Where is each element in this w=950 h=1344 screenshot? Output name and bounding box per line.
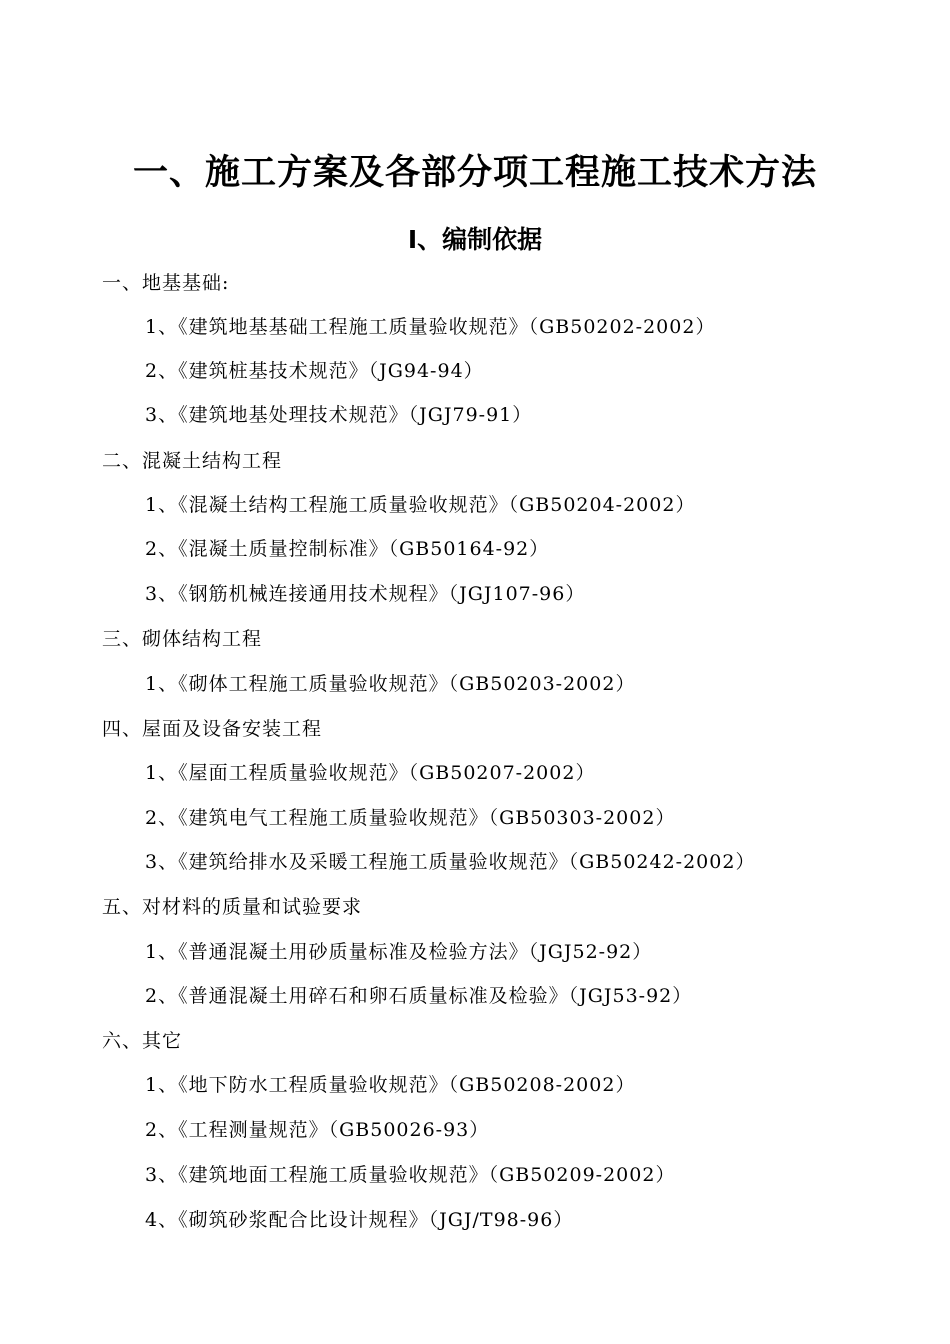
document-title: 一、施工方案及各部分项工程施工技术方法: [132, 153, 817, 193]
section-heading: 五、对材料的质量和试验要求: [102, 896, 363, 918]
reference-item: 1、《普通混凝土用砂质量标准及检验方法》（JGJ52-92）: [145, 941, 653, 963]
section-heading: 六、其它: [102, 1030, 183, 1052]
reference-item: 1、《砌体工程施工质量验收规范》（GB50203-2002）: [145, 673, 636, 695]
section-heading: 二、混凝土结构工程: [102, 450, 283, 472]
reference-item: 4、《砌筑砂浆配合比设计规程》（JGJ/T98-96）: [145, 1209, 574, 1231]
reference-item: 1、《混凝土结构工程施工质量验收规范》（GB50204-2002）: [145, 494, 696, 516]
reference-item: 3、《钢筋机械连接通用技术规程》（JGJ107-96）: [145, 583, 586, 605]
reference-item: 2、《工程测量规范》（GB50026-93）: [145, 1119, 490, 1141]
reference-item: 1、《建筑地基基础工程施工质量验收规范》（GB50202-2002）: [145, 316, 716, 338]
section-heading: 一、地基基础:: [102, 272, 230, 294]
section-heading: 四、屋面及设备安装工程: [102, 718, 323, 740]
reference-item: 1、《地下防水工程质量验收规范》（GB50208-2002）: [145, 1074, 636, 1096]
reference-item: 3、《建筑地面工程施工质量验收规范》（GB50209-2002）: [145, 1164, 676, 1186]
reference-item: 1、《屋面工程质量验收规范》（GB50207-2002）: [145, 762, 596, 784]
section-subtitle: I、编制依据: [407, 225, 543, 254]
section-heading: 三、砌体结构工程: [102, 628, 263, 650]
reference-item: 2、《建筑电气工程施工质量验收规范》（GB50303-2002）: [145, 807, 676, 829]
reference-item: 2、《普通混凝土用碎石和卵石质量标准及检验》（JGJ53-92）: [145, 985, 693, 1007]
reference-item: 3、《建筑给排水及采暖工程施工质量验收规范》（GB50242-2002）: [145, 851, 756, 873]
reference-item: 2、《建筑桩基技术规范》（JG94-94）: [145, 360, 484, 382]
reference-item: 2、《混凝土质量控制标准》（GB50164-92）: [145, 538, 550, 560]
reference-item: 3、《建筑地基处理技术规范》（JGJ79-91）: [145, 404, 533, 426]
